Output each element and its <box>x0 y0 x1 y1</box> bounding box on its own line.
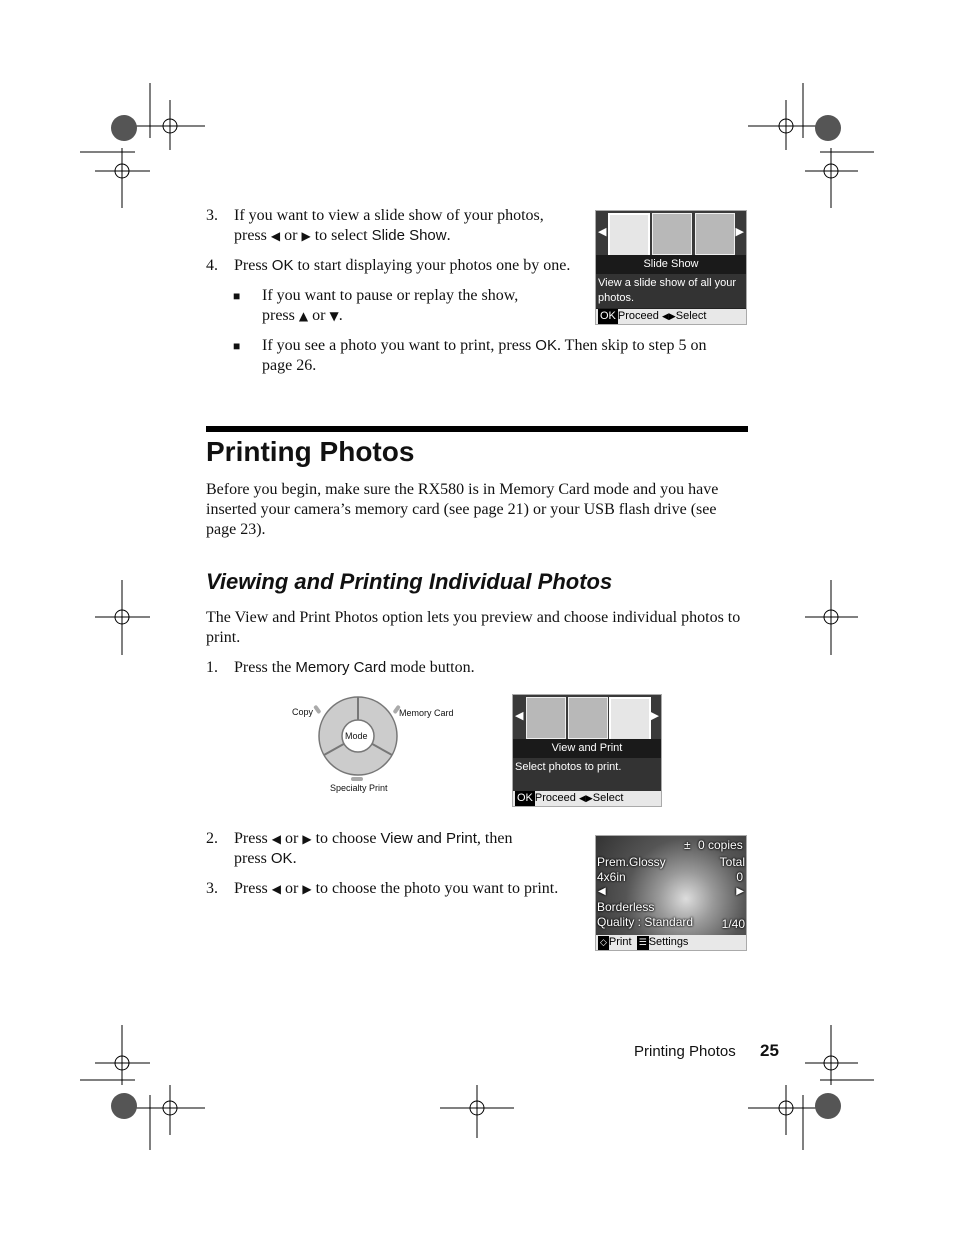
ok-key-icon: OK <box>517 792 533 804</box>
step-3-ui-label: Slide Show <box>371 227 447 244</box>
step-1-number: 1. <box>206 659 218 676</box>
mode-dial <box>285 693 465 798</box>
down-arrow-icon: ▼ <box>329 309 339 323</box>
step-3b-or: or <box>285 880 299 897</box>
step-3b-text <box>234 879 558 899</box>
page-title: Printing Photos <box>206 436 415 467</box>
step-4-ui-label: OK <box>271 257 294 274</box>
left-arrow-icon: ◀ <box>270 229 281 243</box>
right-arrow-icon: ▶ <box>302 882 312 896</box>
lcd-proceed-label: Proceed <box>617 310 659 322</box>
step-2-ui-label: View and Print <box>380 830 477 847</box>
lcd-slideshow-screen <box>595 210 747 325</box>
sub-intro-paragraph: The View and Print Photos option lets you preview and choose individual photos to print. <box>206 609 741 646</box>
step-2-end: . <box>292 850 297 867</box>
lcd-title: Slide Show <box>596 255 746 274</box>
step-2-line2-ui: OK <box>270 850 293 867</box>
step-3-text <box>234 206 544 246</box>
specialty-print-label: Specialty Print <box>330 783 388 793</box>
intro-paragraph: Before you begin, make sure the RX580 is in Memory Card mode and you have inserted your camera’s memory card (see page 21) or your USB flash drive (see page 23). <box>206 481 719 538</box>
lcd-title: View and Print <box>513 739 661 758</box>
step-2-pre: Press <box>234 830 268 847</box>
lcd-left-arrow-icon: ◀ <box>598 225 607 238</box>
bullet-icon: ■ <box>233 339 241 353</box>
print-thumb-icon <box>652 213 692 255</box>
copy-label: Copy <box>292 707 314 717</box>
step-2-post: , then <box>476 830 513 847</box>
step-1-post: mode button. <box>390 659 475 676</box>
footer-section: Printing Photos <box>634 1043 736 1060</box>
mode-label: Mode <box>345 731 368 741</box>
lcd-right-arrow-icon: ▶ <box>650 709 659 722</box>
lcd-proceed-label: Proceed <box>534 792 576 804</box>
lcd-select-label: Select <box>675 310 707 322</box>
left-arrow-icon: ◀ <box>271 832 282 846</box>
step-3b-post: to choose the photo you want to print. <box>315 880 559 897</box>
step-3-end: . <box>446 227 451 244</box>
quality-setting: Quality : Standard <box>597 915 694 929</box>
step-3b-pre: Press <box>234 880 268 897</box>
step-4-post: to start displaying your photos one by one. <box>297 257 571 274</box>
step-3-or: or <box>284 227 298 244</box>
bullet-2-post: . Then skip to step 5 on <box>556 337 707 354</box>
lcd-description: View a slide show of all your photos. <box>596 274 746 308</box>
lcd-description: Select photos to print. <box>513 758 661 792</box>
total-label: Total <box>719 855 745 869</box>
step-2-text <box>234 829 512 869</box>
menu-key-icon: ☰ <box>637 936 649 951</box>
bullet-1-or: or <box>312 307 326 324</box>
subheading: Viewing and Printing Individual Photos <box>206 569 613 594</box>
step-4-text <box>234 256 570 276</box>
bullet-2-text <box>262 336 706 376</box>
step-2-or: or <box>285 830 299 847</box>
step-3-line1: If you want to view a slide show of your photos, <box>234 207 544 224</box>
step-3-select: to select <box>314 227 368 244</box>
bullet-2-pre: If you see a photo you want to print, press <box>262 337 532 354</box>
bullet-2-line2: page 26. <box>262 357 317 374</box>
step-2-line2-pre: press <box>234 850 267 867</box>
step-4-number: 4. <box>206 257 218 274</box>
bullet-1-line1: If you want to pause or replay the show, <box>262 287 519 304</box>
lcd-left-arrow-icon: ◀ <box>515 709 524 722</box>
lr-keys-icon: ◀▶ <box>578 794 593 804</box>
start-key-icon: ◇ <box>598 936 609 951</box>
select-thumb-icon <box>526 697 566 739</box>
right-arrow-icon: ▶ <box>302 832 312 846</box>
bullet-1-press: press <box>262 307 295 324</box>
select-thumb-icon <box>695 213 735 255</box>
lcd-status-bar <box>596 935 746 950</box>
step-2-mid: to choose <box>315 830 377 847</box>
step-1-pre: Press the <box>234 659 292 676</box>
left-arrow-icon: ◀ <box>271 882 282 896</box>
lcd-status-bar <box>596 309 746 324</box>
memory-card-label: Memory Card <box>399 708 454 718</box>
up-arrow-icon: ▲ <box>298 309 309 323</box>
step-4-pre: Press <box>234 257 268 274</box>
bullet-icon: ■ <box>233 289 241 303</box>
lr-keys-icon: ◀▶ <box>661 312 676 322</box>
bullet-1-text <box>262 286 518 326</box>
view-print-thumb-icon <box>609 697 651 741</box>
copies-label: 0 copies <box>698 838 743 852</box>
step-2-number: 2. <box>206 830 218 847</box>
paper-type: Prem.Glossy <box>597 855 666 869</box>
step-1-text <box>234 658 475 678</box>
lcd-select-label: Select <box>592 792 624 804</box>
paper-size: 4x6in <box>597 870 626 884</box>
page-number: 25 <box>760 1041 779 1060</box>
step-3-press: press <box>234 227 267 244</box>
right-arrow-icon: ▶ <box>301 229 311 243</box>
lcd-status-bar <box>513 791 661 806</box>
photo-left-arrow-icon: ◀ <box>598 886 606 897</box>
lcd-photo-screen <box>595 835 747 951</box>
total-value: 0 <box>736 870 743 884</box>
plus-minus-icon: ± <box>684 838 691 852</box>
lcd-right-arrow-icon: ▶ <box>735 225 744 238</box>
lcd-viewprint-screen <box>512 694 662 807</box>
ok-key-icon: OK <box>600 310 616 322</box>
photo-right-arrow-icon: ▶ <box>736 886 744 897</box>
border-setting: Borderless <box>597 900 655 914</box>
section-rule <box>206 426 748 432</box>
bullet-2-ui-label: OK <box>535 337 557 354</box>
photos-thumb-icon <box>568 697 608 739</box>
bullet-1-end: . <box>338 307 343 324</box>
settings-label: Settings <box>648 936 689 948</box>
step-3-number: 3. <box>206 207 218 224</box>
slideshow-thumb-icon <box>608 213 650 257</box>
print-label: Print <box>608 936 632 948</box>
photo-counter: 1/40 <box>721 917 745 931</box>
step-3b-number: 3. <box>206 880 218 897</box>
step-1-ui-label: Memory Card <box>295 659 387 676</box>
